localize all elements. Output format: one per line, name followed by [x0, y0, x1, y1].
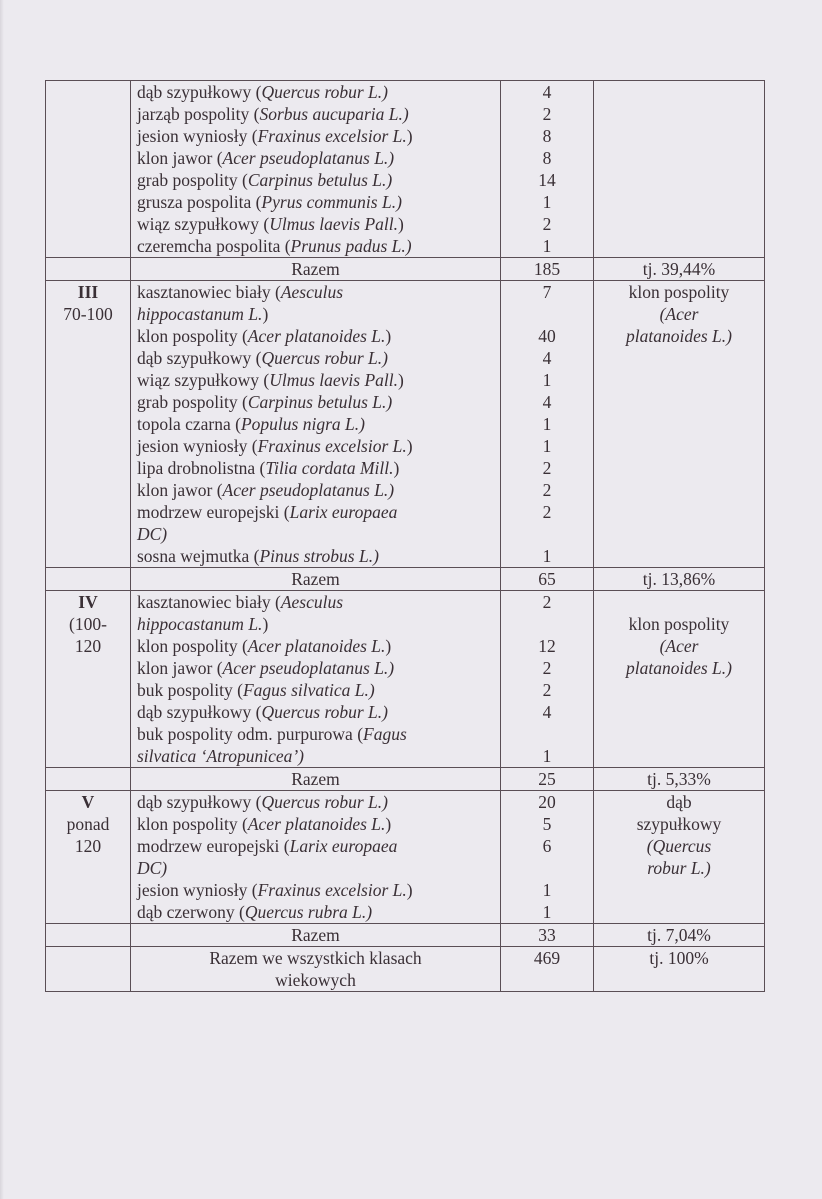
- species-line: modrzew europejski (Larix europaea: [137, 502, 398, 522]
- count-value: 2: [542, 502, 552, 522]
- count-value: 1: [542, 880, 552, 900]
- species-line: grab pospolity (Carpinus betulus L.): [137, 392, 393, 412]
- age-class-range: 120: [74, 636, 102, 656]
- subtotal-row: [46, 258, 765, 281]
- count-value: 7: [542, 282, 552, 302]
- species-line: dąb szypułkowy (Quercus robur L.): [137, 348, 388, 368]
- subtotal-count: 25: [501, 768, 594, 791]
- count-value: 1: [542, 236, 552, 256]
- grand-total-label-line: wiekowych: [275, 970, 356, 990]
- subtotal-percent: tj. 5,33%: [594, 768, 765, 791]
- count-value: 8: [542, 126, 552, 146]
- subtotal-label: Razem: [131, 768, 501, 791]
- species-line: dąb szypułkowy (Quercus robur L.): [137, 82, 388, 102]
- count-value: 8: [542, 148, 552, 168]
- grand-total-count: 469: [501, 947, 594, 992]
- species-line: klon jawor (Acer pseudoplatanus L.): [137, 480, 395, 500]
- species-line: dąb szypułkowy (Quercus robur L.): [137, 702, 388, 722]
- count-cell: [501, 591, 594, 768]
- species-line: buk pospolity (Fagus silvatica L.): [137, 680, 375, 700]
- subtotal-count: 185: [501, 258, 594, 281]
- count-spacer: [507, 723, 587, 745]
- count-value: 12: [538, 636, 556, 656]
- empty-cell: [46, 947, 131, 992]
- count-value: 2: [542, 214, 552, 234]
- count-value: 4: [542, 348, 552, 368]
- species-line: jesion wyniosły (Fraxinus excelsior L.): [137, 880, 413, 900]
- subtotal-row: [46, 768, 765, 791]
- count-value: 1: [542, 436, 552, 456]
- table-row: [46, 591, 765, 768]
- species-line: silvatica ‘Atropunicea’): [137, 746, 305, 766]
- subtotal-row: [46, 924, 765, 947]
- age-class-range: ponad: [66, 814, 110, 834]
- species-line: modrzew europejski (Larix europaea: [137, 836, 398, 856]
- age-class-cell: [46, 791, 131, 924]
- species-line: jarząb pospolity (Sorbus aucuparia L.): [137, 104, 409, 124]
- dominant-spacer: [600, 591, 758, 613]
- grand-total-label: [131, 947, 501, 992]
- count-value: 1: [542, 192, 552, 212]
- count-value: 40: [538, 326, 556, 346]
- species-line: kasztanowiec biały (Aesculus: [137, 282, 344, 302]
- species-line: buk pospolity odm. purpurowa (Fagus: [137, 724, 407, 744]
- species-line: grusza pospolita (Pyrus communis L.): [137, 192, 402, 212]
- dominant-common-name: szypułkowy: [636, 814, 722, 834]
- subtotal-label: Razem: [131, 568, 501, 591]
- empty-cell: [46, 768, 131, 791]
- subtotal-label: Razem: [131, 258, 501, 281]
- age-class-range: (100-: [69, 614, 107, 634]
- page-edge-shadow: [0, 0, 4, 1199]
- subtotal-count: 33: [501, 924, 594, 947]
- dominant-latin-name: (Acer: [659, 304, 699, 324]
- species-line: klon jawor (Acer pseudoplatanus L.): [137, 148, 395, 168]
- dominant-species-cell: [594, 591, 765, 768]
- age-class-range: 120: [74, 836, 102, 856]
- count-spacer: [507, 613, 587, 635]
- subtotal-percent: tj. 7,04%: [594, 924, 765, 947]
- table-row: [46, 81, 765, 258]
- species-line: kasztanowiec biały (Aesculus: [137, 592, 344, 612]
- count-value: 1: [542, 370, 552, 390]
- count-value: 2: [542, 480, 552, 500]
- dominant-species-cell: [594, 791, 765, 924]
- species-line: jesion wyniosły (Fraxinus excelsior L.): [137, 126, 413, 146]
- dominant-latin-name: (Acer: [659, 636, 699, 656]
- count-cell: [501, 81, 594, 258]
- count-value: 5: [542, 814, 552, 834]
- dominant-latin-name: robur L.): [647, 858, 711, 878]
- table-row: [46, 791, 765, 924]
- species-line: jesion wyniosły (Fraxinus excelsior L.): [137, 436, 413, 456]
- count-cell: [501, 281, 594, 568]
- dominant-common-name: dąb: [666, 792, 692, 812]
- species-line: czeremcha pospolita (Prunus padus L.): [137, 236, 412, 256]
- dominant-species-cell: [594, 281, 765, 568]
- grand-total-label-line: Razem we wszystkich klasach: [209, 948, 422, 968]
- count-value: 4: [542, 82, 552, 102]
- table-row: [46, 281, 765, 568]
- count-value: 2: [542, 104, 552, 124]
- count-value: 6: [542, 836, 552, 856]
- species-line: klon pospolity (Acer platanoides L.): [137, 814, 392, 834]
- count-value: 2: [542, 592, 552, 612]
- species-cell: [131, 791, 501, 924]
- dominant-species-cell: [594, 81, 765, 258]
- dominant-common-name: klon pospolity: [628, 282, 730, 302]
- age-class-roman: V: [81, 792, 95, 812]
- species-line: klon pospolity (Acer platanoides L.): [137, 326, 392, 346]
- count-spacer: [507, 303, 587, 325]
- species-line: sosna wejmutka (Pinus strobus L.): [137, 546, 379, 566]
- species-age-class-table: [45, 80, 765, 992]
- species-line: wiąz szypułkowy (Ulmus laevis Pall.): [137, 370, 404, 390]
- empty-cell: [46, 258, 131, 281]
- subtotal-row: [46, 568, 765, 591]
- grand-total-row: [46, 947, 765, 992]
- species-line: hippocastanum L.): [137, 614, 269, 634]
- dominant-latin-name: (Quercus: [646, 836, 712, 856]
- species-cell: [131, 591, 501, 768]
- species-cell: [131, 281, 501, 568]
- count-value: 20: [538, 792, 556, 812]
- species-line: dąb szypułkowy (Quercus robur L.): [137, 792, 388, 812]
- age-class-cell: [46, 281, 131, 568]
- count-value: 4: [542, 702, 552, 722]
- age-class-cell: [46, 81, 131, 258]
- subtotal-count: 65: [501, 568, 594, 591]
- age-class-roman: IV: [78, 592, 98, 612]
- count-value: 1: [542, 414, 552, 434]
- species-line: DC): [137, 524, 168, 544]
- empty-cell: [46, 568, 131, 591]
- age-class-cell: [46, 591, 131, 768]
- count-value: 2: [542, 458, 552, 478]
- subtotal-percent: tj. 39,44%: [594, 258, 765, 281]
- species-line: klon jawor (Acer pseudoplatanus L.): [137, 658, 395, 678]
- species-line: hippocastanum L.): [137, 304, 269, 324]
- dominant-latin-name: platanoides L.): [626, 326, 732, 346]
- subtotal-percent: tj. 13,86%: [594, 568, 765, 591]
- count-value: 1: [542, 546, 552, 566]
- species-line: grab pospolity (Carpinus betulus L.): [137, 170, 393, 190]
- count-value: 1: [542, 746, 552, 766]
- count-value: 4: [542, 392, 552, 412]
- species-line: DC): [137, 858, 168, 878]
- species-cell: [131, 81, 501, 258]
- age-class-roman: III: [77, 282, 99, 302]
- empty-cell: [46, 924, 131, 947]
- species-line: dąb czerwony (Quercus rubra L.): [137, 902, 373, 922]
- count-value: 1: [542, 902, 552, 922]
- count-cell: [501, 791, 594, 924]
- dominant-latin-name: platanoides L.): [626, 658, 732, 678]
- grand-total-percent: tj. 100%: [594, 947, 765, 992]
- count-spacer: [507, 857, 587, 879]
- count-value: 14: [538, 170, 556, 190]
- species-line: topola czarna (Populus nigra L.): [137, 414, 365, 434]
- subtotal-label: Razem: [131, 924, 501, 947]
- dominant-common-name: klon pospolity: [628, 614, 730, 634]
- age-class-range: 70-100: [63, 304, 113, 324]
- count-value: 2: [542, 658, 552, 678]
- count-value: 2: [542, 680, 552, 700]
- species-line: klon pospolity (Acer platanoides L.): [137, 636, 392, 656]
- count-spacer: [507, 523, 587, 545]
- species-line: lipa drobnolistna (Tilia cordata Mill.): [137, 458, 400, 478]
- species-line: wiąz szypułkowy (Ulmus laevis Pall.): [137, 214, 404, 234]
